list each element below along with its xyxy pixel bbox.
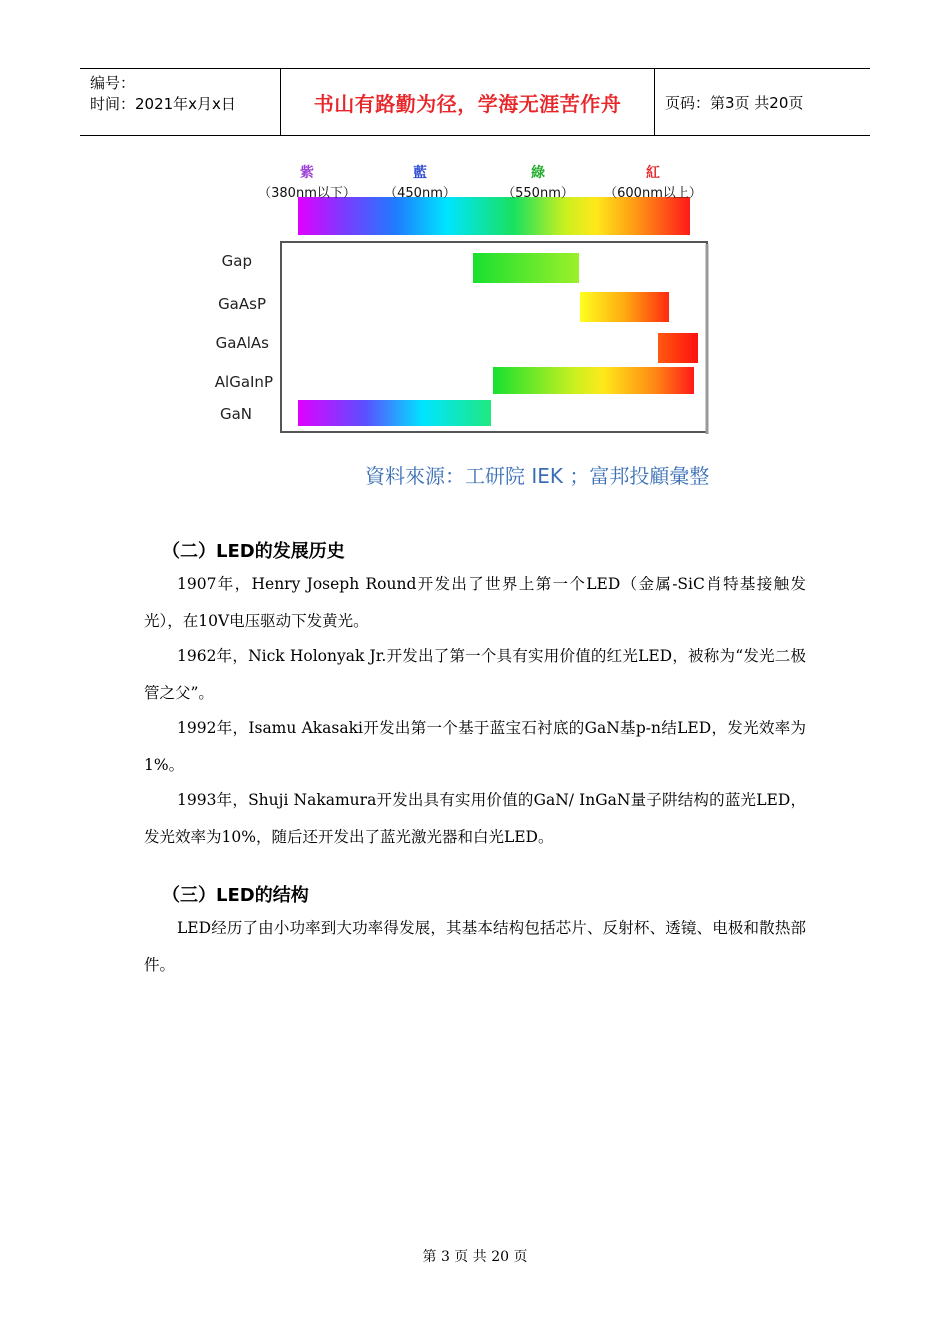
- header-motto-cell: [281, 69, 655, 135]
- spectrum-bar: [298, 197, 690, 235]
- history-paragraph-1993: 1993年，Shuji Nakamura开发出具有实用价值的GaN/ InGaN量子阱结构的蓝光LED，发光效率为10%，随后还开发出了蓝光激光器和白光LED。: [144, 791, 806, 846]
- page-header: [80, 68, 870, 136]
- material-label-gaalas: GaAlAs: [215, 334, 269, 352]
- structure-paragraph: LED经历了由小功率到大功率得发展，其基本结构包括芯片、反射杯、透镜、电极和散热部件。: [144, 919, 806, 974]
- history-paragraph-1907: 1907年，Henry Joseph Round开发出了世界上第一个LED（金属-SiC肖特基接触发光），在10V电压驱动下发黄光。: [144, 575, 806, 630]
- spectrum-label-green: 綠 （550nm）: [502, 165, 574, 201]
- section-title-history: （二）LED的发展历史: [162, 541, 345, 562]
- header-motto: 书山有路勤为径，学海无涯苦作舟: [313, 91, 622, 116]
- bar-gaasp: [580, 292, 669, 322]
- page-footer: 第 3 页 共 20 页: [422, 1249, 528, 1265]
- bar-gaalas: [658, 333, 698, 363]
- doc-time-label: 时间：2021年x月x日: [90, 95, 236, 113]
- header-meta: [80, 69, 281, 135]
- spectrum-label-violet: 紫 （380nm以下）: [258, 165, 356, 201]
- figure-source: 資料來源：工研院 IEK ；富邦投顧彙整: [365, 464, 710, 488]
- spectrum-label-blue: 藍 （450nm）: [384, 165, 456, 201]
- header-page-info: 页码：第3页 共20页: [665, 93, 804, 112]
- material-label-gan: GaN: [219, 405, 252, 423]
- history-paragraph-1962: 1962年，Nick Holonyak Jr.开发出了第一个具有实用价值的红光LED，被称为“发光二极管之父”。: [144, 647, 806, 702]
- led-spectrum-figure: [170, 150, 770, 500]
- history-paragraph-1992: 1992年，Isamu Akasaki开发出第一个基于蓝宝石衬底的GaN基p-n结LED，发光效率为1%。: [144, 719, 806, 774]
- doc-number-label: 编号：: [90, 74, 136, 92]
- bar-gap: [473, 253, 579, 283]
- spectrum-label-red: 紅 （600nm以上）: [604, 165, 702, 201]
- material-label-gap: Gap: [221, 252, 252, 270]
- material-label-gaasp: GaAsP: [218, 295, 266, 313]
- section-title-structure: （三）LED的结构: [162, 885, 309, 906]
- bar-gan: [298, 400, 491, 426]
- bar-algainp: [493, 367, 694, 394]
- material-label-algainp: AlGaInP: [214, 373, 273, 391]
